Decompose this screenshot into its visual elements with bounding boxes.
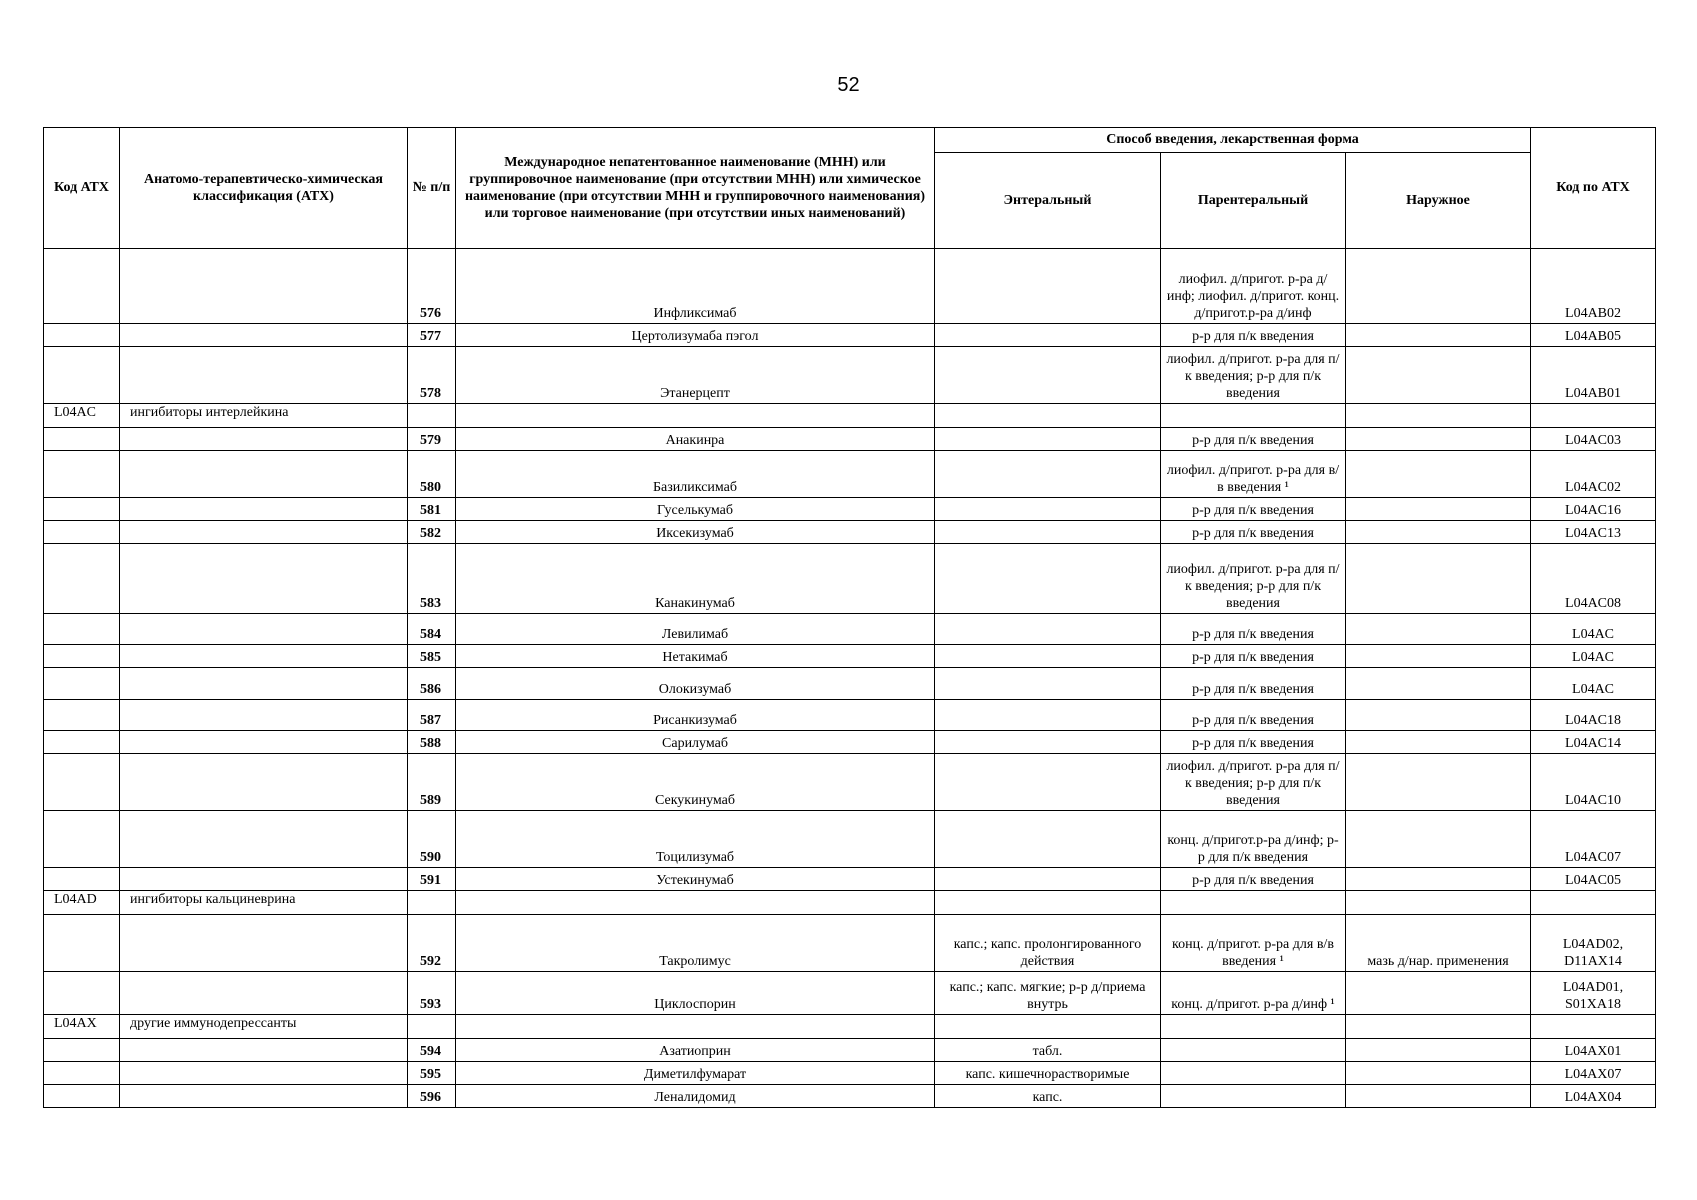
classification-cell xyxy=(120,428,408,451)
drug-name-cell: Секукинумаб xyxy=(456,754,935,811)
parenteral-form-cell: лиофил. д/пригот. р-ра для п/к введения; р-р для п/к введения xyxy=(1161,544,1346,614)
atc-code-cell xyxy=(44,1085,120,1108)
table-row xyxy=(44,498,1656,521)
atc-code-cell xyxy=(44,451,120,498)
table-row xyxy=(44,754,1656,811)
header-enteral: Энтеральный xyxy=(935,153,1161,249)
atc-code-cell xyxy=(44,811,120,868)
atc-code-right-cell: L04AB01 xyxy=(1531,347,1656,404)
group-row xyxy=(44,404,1656,428)
number-cell: 592 xyxy=(408,915,456,972)
enteral-form-cell xyxy=(935,614,1161,645)
atc-code-right-cell: L04AC05 xyxy=(1531,868,1656,891)
parenteral-form-cell: конц. д/пригот. р-ра д/инф ¹ xyxy=(1161,972,1346,1015)
drug-table xyxy=(43,127,1656,1108)
classification-cell: ингибиторы интерлейкина xyxy=(120,404,408,428)
atc-code-cell: L04AC xyxy=(44,404,120,428)
number-cell: 583 xyxy=(408,544,456,614)
header-route-group: Способ введения, лекарственная форма xyxy=(935,128,1531,153)
drug-name-cell: Иксекизумаб xyxy=(456,521,935,544)
atc-code-cell xyxy=(44,521,120,544)
parenteral-form-cell: р-р для п/к введения xyxy=(1161,428,1346,451)
classification-cell xyxy=(120,811,408,868)
header-name: Международное непатентованное наименование (МНН) или группировочное наименование (при отсутствии МНН) или химическое наименование (при отсутствии МНН и группировочного наименования) или торговое наименование (при отсутствии иных наименований) xyxy=(456,128,935,249)
parenteral-form-cell xyxy=(1161,404,1346,428)
external-form-cell xyxy=(1346,645,1531,668)
parenteral-form-cell: р-р для п/к введения xyxy=(1161,700,1346,731)
enteral-form-cell xyxy=(935,731,1161,754)
atc-code-right-cell: L04AD01, S01XA18 xyxy=(1531,972,1656,1015)
drug-name-cell: Устекинумаб xyxy=(456,868,935,891)
table-row xyxy=(44,668,1656,700)
table-row xyxy=(44,731,1656,754)
enteral-form-cell xyxy=(935,868,1161,891)
external-form-cell xyxy=(1346,668,1531,700)
parenteral-form-cell: р-р для п/к введения xyxy=(1161,498,1346,521)
atc-code-cell xyxy=(44,544,120,614)
drug-name-cell: Гуселькумаб xyxy=(456,498,935,521)
drug-name-cell: Леналидомид xyxy=(456,1085,935,1108)
classification-cell: ингибиторы кальциневрина xyxy=(120,891,408,915)
atc-code-cell xyxy=(44,915,120,972)
enteral-form-cell: капс.; капс. мягкие; р-р д/приема внутрь xyxy=(935,972,1161,1015)
atc-code-right-cell: L04AC10 xyxy=(1531,754,1656,811)
enteral-form-cell xyxy=(935,891,1161,915)
enteral-form-cell: табл. xyxy=(935,1039,1161,1062)
header-parenteral: Парентеральный xyxy=(1161,153,1346,249)
drug-name-cell: Левилимаб xyxy=(456,614,935,645)
classification-cell xyxy=(120,498,408,521)
number-cell: 594 xyxy=(408,1039,456,1062)
table-row xyxy=(44,614,1656,645)
parenteral-form-cell: р-р для п/к введения xyxy=(1161,324,1346,347)
external-form-cell: мазь д/нар. применения xyxy=(1346,915,1531,972)
table-row xyxy=(44,347,1656,404)
classification-cell xyxy=(120,1085,408,1108)
atc-code-cell xyxy=(44,754,120,811)
table-row xyxy=(44,1085,1656,1108)
header-external: Наружное xyxy=(1346,153,1531,249)
classification-cell: другие иммунодепрессанты xyxy=(120,1015,408,1039)
classification-cell xyxy=(120,972,408,1015)
table-row xyxy=(44,544,1656,614)
parenteral-form-cell xyxy=(1161,1015,1346,1039)
enteral-form-cell xyxy=(935,404,1161,428)
classification-cell xyxy=(120,700,408,731)
classification-cell xyxy=(120,1039,408,1062)
external-form-cell xyxy=(1346,700,1531,731)
atc-code-right-cell: L04AC02 xyxy=(1531,451,1656,498)
atc-code-cell: L04AD xyxy=(44,891,120,915)
header-classification: Анатомо-терапевтическо-химическая классификация (АТХ) xyxy=(120,128,408,249)
external-form-cell xyxy=(1346,972,1531,1015)
number-cell: 590 xyxy=(408,811,456,868)
parenteral-form-cell: р-р для п/к введения xyxy=(1161,668,1346,700)
external-form-cell xyxy=(1346,544,1531,614)
number-cell: 580 xyxy=(408,451,456,498)
number-cell: 577 xyxy=(408,324,456,347)
atc-code-right-cell xyxy=(1531,1015,1656,1039)
number-cell: 578 xyxy=(408,347,456,404)
classification-cell xyxy=(120,614,408,645)
number-cell: 589 xyxy=(408,754,456,811)
atc-code-right-cell: L04AC03 xyxy=(1531,428,1656,451)
parenteral-form-cell: конц. д/пригот. р-ра для в/в введения ¹ xyxy=(1161,915,1346,972)
external-form-cell xyxy=(1346,1039,1531,1062)
enteral-form-cell: капс.; капс. пролонгированного действия xyxy=(935,915,1161,972)
atc-code-right-cell: L04AD02, D11AX14 xyxy=(1531,915,1656,972)
external-form-cell xyxy=(1346,811,1531,868)
classification-cell xyxy=(120,915,408,972)
atc-code-right-cell: L04AX01 xyxy=(1531,1039,1656,1062)
atc-code-right-cell: L04AB05 xyxy=(1531,324,1656,347)
enteral-form-cell xyxy=(935,1015,1161,1039)
group-row xyxy=(44,1015,1656,1039)
atc-code-cell xyxy=(44,249,120,324)
atc-code-right-cell: L04AC14 xyxy=(1531,731,1656,754)
table-row xyxy=(44,868,1656,891)
atc-code-cell xyxy=(44,668,120,700)
atc-code-cell xyxy=(44,347,120,404)
atc-code-cell: L04AX xyxy=(44,1015,120,1039)
number-cell xyxy=(408,1015,456,1039)
atc-code-right-cell: L04AC08 xyxy=(1531,544,1656,614)
drug-name-cell: Цертолизумаба пэгол xyxy=(456,324,935,347)
group-row xyxy=(44,891,1656,915)
atc-code-right-cell: L04AX07 xyxy=(1531,1062,1656,1085)
number-cell: 582 xyxy=(408,521,456,544)
drug-name-cell: Этанерцепт xyxy=(456,347,935,404)
classification-cell xyxy=(120,347,408,404)
number-cell: 596 xyxy=(408,1085,456,1108)
number-cell: 576 xyxy=(408,249,456,324)
drug-name-cell: Инфликсимаб xyxy=(456,249,935,324)
external-form-cell xyxy=(1346,1062,1531,1085)
drug-name-cell: Рисанкизумаб xyxy=(456,700,935,731)
number-cell xyxy=(408,404,456,428)
parenteral-form-cell xyxy=(1161,891,1346,915)
table-row xyxy=(44,249,1656,324)
atc-code-right-cell: L04AX04 xyxy=(1531,1085,1656,1108)
parenteral-form-cell: р-р для п/к введения xyxy=(1161,731,1346,754)
external-form-cell xyxy=(1346,324,1531,347)
drug-name-cell: Такролимус xyxy=(456,915,935,972)
number-cell: 587 xyxy=(408,700,456,731)
table-row xyxy=(44,1039,1656,1062)
number-cell: 591 xyxy=(408,868,456,891)
parenteral-form-cell xyxy=(1161,1085,1346,1108)
header-atc-code: Код по АТХ xyxy=(1531,128,1656,249)
header-number: № п/п xyxy=(408,128,456,249)
table-body xyxy=(44,249,1656,1108)
atc-code-cell xyxy=(44,700,120,731)
external-form-cell xyxy=(1346,731,1531,754)
atc-code-right-cell: L04AC xyxy=(1531,614,1656,645)
number-cell: 588 xyxy=(408,731,456,754)
drug-name-cell: Диметилфумарат xyxy=(456,1062,935,1085)
classification-cell xyxy=(120,731,408,754)
drug-name-cell: Азатиоприн xyxy=(456,1039,935,1062)
table-row xyxy=(44,915,1656,972)
drug-name-cell: Канакинумаб xyxy=(456,544,935,614)
enteral-form-cell: капс. кишечнорастворимые xyxy=(935,1062,1161,1085)
enteral-form-cell: капс. xyxy=(935,1085,1161,1108)
number-cell: 595 xyxy=(408,1062,456,1085)
parenteral-form-cell: конц. д/пригот.р-ра д/инф; р-р для п/к введения xyxy=(1161,811,1346,868)
atc-code-right-cell: L04AC xyxy=(1531,668,1656,700)
parenteral-form-cell: р-р для п/к введения xyxy=(1161,868,1346,891)
number-cell: 579 xyxy=(408,428,456,451)
atc-code-right-cell xyxy=(1531,891,1656,915)
parenteral-form-cell: р-р для п/к введения xyxy=(1161,521,1346,544)
atc-code-right-cell: L04AC07 xyxy=(1531,811,1656,868)
table-row xyxy=(44,1062,1656,1085)
parenteral-form-cell: лиофил. д/пригот. р-ра для п/к введения; р-р для п/к введения xyxy=(1161,347,1346,404)
parenteral-form-cell: р-р для п/к введения xyxy=(1161,614,1346,645)
classification-cell xyxy=(120,868,408,891)
parenteral-form-cell: р-р для п/к введения xyxy=(1161,645,1346,668)
classification-cell xyxy=(120,249,408,324)
drug-name-cell: Анакинра xyxy=(456,428,935,451)
enteral-form-cell xyxy=(935,544,1161,614)
atc-code-cell xyxy=(44,972,120,1015)
external-form-cell xyxy=(1346,754,1531,811)
table-row xyxy=(44,972,1656,1015)
external-form-cell xyxy=(1346,1085,1531,1108)
external-form-cell xyxy=(1346,404,1531,428)
number-cell: 586 xyxy=(408,668,456,700)
drug-name-cell: Олокизумаб xyxy=(456,668,935,700)
parenteral-form-cell xyxy=(1161,1062,1346,1085)
classification-cell xyxy=(120,645,408,668)
enteral-form-cell xyxy=(935,498,1161,521)
external-form-cell xyxy=(1346,868,1531,891)
drug-name-cell xyxy=(456,891,935,915)
atc-code-cell xyxy=(44,645,120,668)
enteral-form-cell xyxy=(935,700,1161,731)
enteral-form-cell xyxy=(935,645,1161,668)
table-row xyxy=(44,324,1656,347)
external-form-cell xyxy=(1346,451,1531,498)
enteral-form-cell xyxy=(935,428,1161,451)
drug-name-cell: Тоцилизумаб xyxy=(456,811,935,868)
atc-code-cell xyxy=(44,868,120,891)
enteral-form-cell xyxy=(935,668,1161,700)
table-row xyxy=(44,428,1656,451)
atc-code-cell xyxy=(44,428,120,451)
atc-code-right-cell: L04AC xyxy=(1531,645,1656,668)
external-form-cell xyxy=(1346,347,1531,404)
atc-code-right-cell: L04AC13 xyxy=(1531,521,1656,544)
drug-name-cell: Циклоспорин xyxy=(456,972,935,1015)
external-form-cell xyxy=(1346,614,1531,645)
drug-name-cell xyxy=(456,1015,935,1039)
atc-code-right-cell: L04AC18 xyxy=(1531,700,1656,731)
enteral-form-cell xyxy=(935,249,1161,324)
table-row xyxy=(44,451,1656,498)
enteral-form-cell xyxy=(935,811,1161,868)
enteral-form-cell xyxy=(935,451,1161,498)
atc-code-cell xyxy=(44,1039,120,1062)
enteral-form-cell xyxy=(935,521,1161,544)
external-form-cell xyxy=(1346,249,1531,324)
external-form-cell xyxy=(1346,498,1531,521)
classification-cell xyxy=(120,521,408,544)
drug-name-cell xyxy=(456,404,935,428)
parenteral-form-cell: лиофил. д/пригот. р-ра для п/к введения; р-р для п/к введения xyxy=(1161,754,1346,811)
classification-cell xyxy=(120,324,408,347)
classification-cell xyxy=(120,754,408,811)
number-cell: 585 xyxy=(408,645,456,668)
enteral-form-cell xyxy=(935,754,1161,811)
atc-code-cell xyxy=(44,324,120,347)
number-cell: 581 xyxy=(408,498,456,521)
drug-name-cell: Нетакимаб xyxy=(456,645,935,668)
parenteral-form-cell: лиофил. д/пригот. р-ра для в/в введения ¹ xyxy=(1161,451,1346,498)
atc-code-cell xyxy=(44,498,120,521)
atc-code-right-cell xyxy=(1531,404,1656,428)
table-row xyxy=(44,521,1656,544)
table-row xyxy=(44,645,1656,668)
classification-cell xyxy=(120,451,408,498)
external-form-cell xyxy=(1346,1015,1531,1039)
number-cell: 593 xyxy=(408,972,456,1015)
atc-code-cell xyxy=(44,731,120,754)
external-form-cell xyxy=(1346,891,1531,915)
parenteral-form-cell: лиофил. д/пригот. р-ра д/инф; лиофил. д/пригот. конц. д/пригот.р-ра д/инф xyxy=(1161,249,1346,324)
drug-name-cell: Сарилумаб xyxy=(456,731,935,754)
drug-name-cell: Базиликсимаб xyxy=(456,451,935,498)
table-row xyxy=(44,811,1656,868)
parenteral-form-cell xyxy=(1161,1039,1346,1062)
atc-code-right-cell: L04AC16 xyxy=(1531,498,1656,521)
atc-code-cell xyxy=(44,1062,120,1085)
table-row xyxy=(44,700,1656,731)
external-form-cell xyxy=(1346,428,1531,451)
classification-cell xyxy=(120,544,408,614)
atc-code-cell xyxy=(44,614,120,645)
external-form-cell xyxy=(1346,521,1531,544)
header-code-atx: Код АТХ xyxy=(44,128,120,249)
number-cell: 584 xyxy=(408,614,456,645)
classification-cell xyxy=(120,668,408,700)
enteral-form-cell xyxy=(935,324,1161,347)
enteral-form-cell xyxy=(935,347,1161,404)
page-number: 52 xyxy=(837,74,860,96)
atc-code-right-cell: L04AB02 xyxy=(1531,249,1656,324)
classification-cell xyxy=(120,1062,408,1085)
number-cell xyxy=(408,891,456,915)
